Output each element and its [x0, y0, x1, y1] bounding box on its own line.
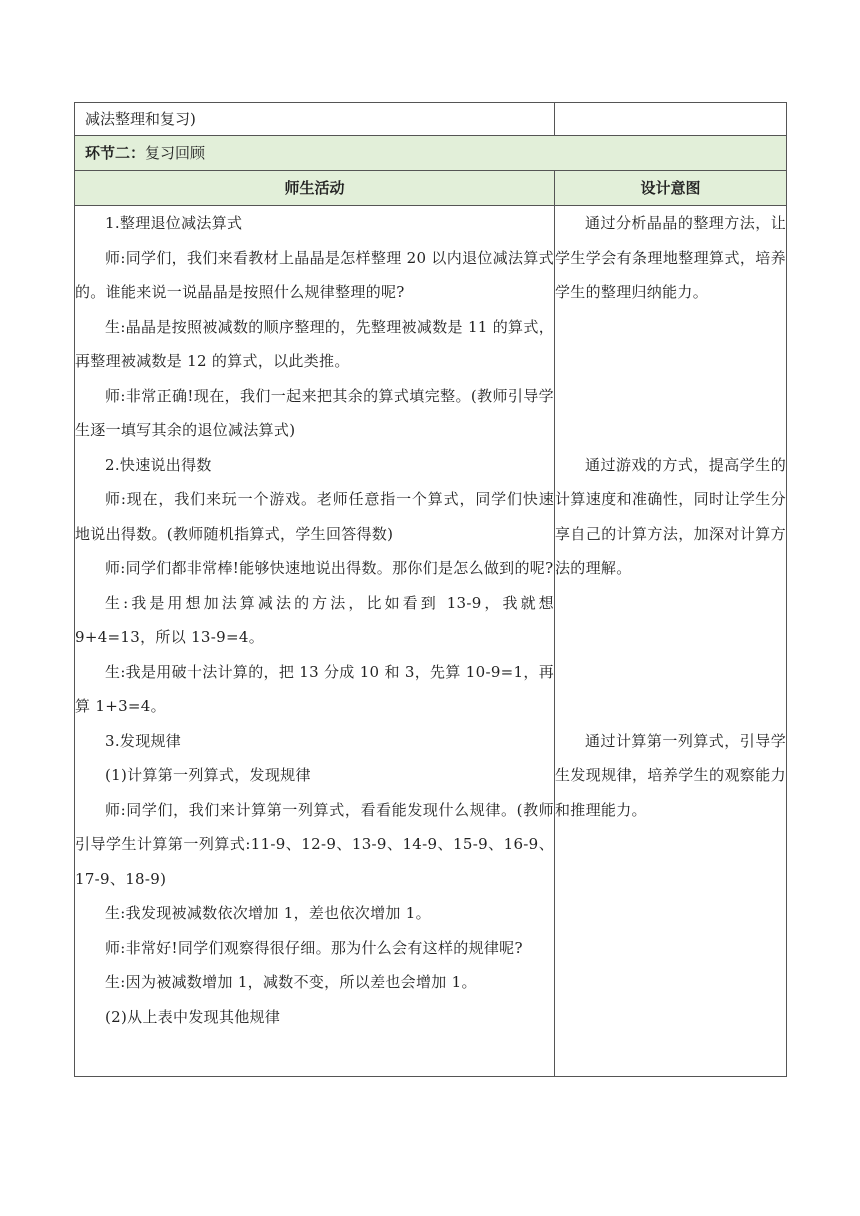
activity-paragraph: 师:非常正确!现在，我们一起来把其余的算式填完整。(教师引导学生逐一填写其余的退位减法算式): [75, 386, 554, 439]
continuation-row: [75, 103, 787, 136]
activity-paragraph: 师:同学们，我们来看教材上晶晶是怎样整理 20 以内退位减法算式的。谁能来说一说晶晶是按照什么规律整理的呢?: [75, 248, 554, 301]
continuation-text: 减法整理和复习): [85, 110, 196, 128]
activity-paragraph: 生:我是用想加法算减法的方法，比如看到 13-9，我就想 9+4=13，所以 13-9=4。: [75, 593, 554, 646]
intent-cell: [555, 206, 787, 1077]
continuation-right-cell: [555, 103, 787, 136]
activity-heading: 3.发现规律: [105, 731, 182, 750]
activity-heading: 2.快速说出得数: [105, 455, 212, 474]
header-intent: 设计意图: [555, 171, 787, 206]
section-row: [75, 136, 787, 171]
section-title: 复习回顾: [145, 144, 206, 162]
intent-paragraph: 通过分析晶晶的整理方法，让学生学会有条理地整理算式，培养学生的整理归纳能力。: [555, 214, 786, 301]
activity-cell: [75, 206, 555, 1077]
intent-paragraph: 通过游戏的方式，提高学生的计算速度和准确性，同时让学生分享自己的计算方法，加深对计算方法的理解。: [555, 455, 786, 577]
activity-subheading: (2)从上表中发现其他规律: [105, 1007, 281, 1026]
activity-paragraph: 生:因为被减数增加 1，减数不变，所以差也会增加 1。: [105, 973, 477, 991]
lesson-table: [74, 102, 787, 1077]
activity-paragraph: 师:非常好!同学们观察得很仔细。那为什么会有这样的规律呢?: [105, 938, 523, 957]
header-row: [75, 171, 787, 206]
activity-paragraph: 师:现在，我们来玩一个游戏。老师任意指一个算式，同学们快速地说出得数。(教师随机指算式，学生回答得数): [75, 490, 554, 543]
content-row: [75, 206, 787, 1077]
activity-subheading: (1)计算第一列算式，发现规律: [105, 766, 311, 784]
continuation-left-cell: [75, 103, 555, 136]
activity-paragraph: 师:同学们都非常棒!能够快速地说出得数。那你们是怎么做到的呢?: [105, 559, 554, 577]
activity-paragraph: 师:同学们，我们来计算第一列算式，看看能发现什么规律。(教师引导学生计算第一列算式:11-9、12-9、13-9、14-9、15-9、16-9、17-9、18-9): [75, 800, 554, 888]
section-cell: [75, 136, 787, 171]
activity-paragraph: 生:我发现被减数依次增加 1，差也依次增加 1。: [105, 904, 431, 922]
activity-paragraph: 生:我是用破十法计算的，把 13 分成 10 和 3，先算 10-9=1，再算 1+3=4。: [75, 662, 554, 715]
section-label: 环节二：: [85, 144, 146, 162]
intent-paragraph: 通过计算第一列算式，引导学生发现规律，培养学生的观察能力和推理能力。: [555, 731, 786, 819]
activity-paragraph: 生:晶晶是按照被减数的顺序整理的，先整理被减数是 11 的算式，再整理被减数是 12 的算式，以此类推。: [75, 317, 554, 370]
activity-heading: 1.整理退位减法算式: [105, 214, 243, 232]
header-activity: 师生活动: [75, 171, 555, 206]
